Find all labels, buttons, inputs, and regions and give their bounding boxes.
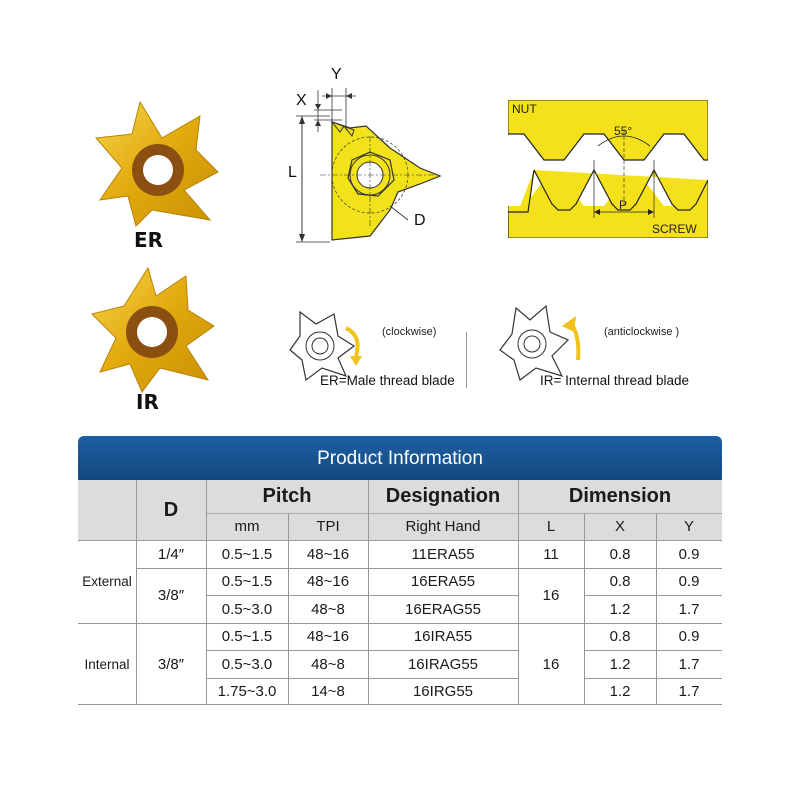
grid-line	[518, 568, 584, 569]
grid-line	[78, 704, 722, 705]
table-cell-mm: 0.5~1.5	[221, 628, 273, 645]
grid-line	[584, 650, 722, 651]
er-rotation-illustration	[286, 306, 366, 382]
grid-line	[206, 678, 518, 679]
thread-profile-diagram	[508, 100, 708, 238]
er-label: ER	[134, 228, 164, 252]
grid-line	[78, 540, 722, 541]
grid-line	[656, 513, 657, 705]
table-cell-designation: 16IRG55	[412, 683, 474, 700]
table-cell-y: 0.9	[678, 545, 700, 563]
grid-line	[206, 595, 518, 596]
grid-line	[136, 568, 206, 569]
grid-line	[288, 513, 289, 705]
header-right-hand: Right Hand	[405, 518, 481, 535]
nut-label: NUT	[512, 102, 537, 116]
table-cell-y: 1.7	[678, 683, 700, 700]
table-cell-mm: 0.5~3.0	[221, 600, 273, 618]
table-cell-mm: 0.5~1.5	[221, 545, 273, 563]
grid-line	[584, 678, 722, 679]
ir-insert-image	[90, 266, 220, 396]
grid-line	[518, 480, 519, 705]
grid-line	[206, 480, 207, 705]
l-dimension-label: L	[288, 164, 297, 181]
l-rows-4-6: 16	[542, 655, 560, 673]
header-pitch: Pitch	[262, 485, 312, 507]
table-cell-tpi: 48~16	[306, 573, 350, 590]
header-y: Y	[683, 518, 694, 535]
grid-line	[136, 480, 137, 705]
table-cell-y: 1.7	[678, 655, 700, 673]
table-cell-designation: 16ERA55	[410, 573, 476, 590]
angle-label: 55°	[614, 124, 633, 138]
pitch-label: P	[619, 198, 628, 212]
table-cell-tpi: 14~8	[311, 683, 345, 700]
ir-caption: IR= Internal thread blade	[540, 373, 689, 388]
grid-line	[206, 568, 518, 569]
clockwise-label: (clockwise)	[382, 326, 437, 338]
table-cell-designation: 16IRA55	[413, 628, 473, 645]
l-rows-2-3: 16	[542, 587, 560, 604]
l-row-1: 11	[543, 545, 559, 563]
anticlockwise-label: (anticlockwise )	[604, 326, 680, 338]
table-cell-y: 0.9	[678, 573, 700, 590]
ir-label: IR	[136, 390, 159, 414]
table-cell-y: 1.7	[678, 600, 700, 618]
table-cell-x: 1.2	[609, 655, 631, 673]
table-cell-tpi: 48~16	[306, 545, 350, 563]
table-cell-mm: 0.5~1.5	[221, 573, 273, 590]
grid-line	[206, 513, 722, 514]
divider	[466, 332, 467, 388]
er-insert-image	[92, 98, 222, 228]
table-cell-x: 1.2	[609, 600, 631, 618]
header-mm: mm	[234, 518, 260, 535]
table-cell-mm: 0.5~3.0	[221, 655, 273, 673]
d-int: 3/8″	[157, 655, 185, 673]
grid-line	[206, 650, 518, 651]
header-l: L	[546, 518, 556, 535]
grid-line	[584, 568, 722, 569]
table-cell-designation: 16IRAG55	[407, 655, 479, 673]
table-cell-tpi: 48~8	[311, 655, 345, 673]
group-external: External	[82, 574, 132, 589]
grid-line	[368, 480, 369, 705]
table-cell-designation: 16ERAG55	[405, 600, 481, 618]
d-ext-1: 1/4″	[157, 545, 185, 563]
table-cell-x: 1.2	[609, 683, 631, 700]
d-dimension-label: D	[414, 212, 426, 229]
table-cell-mm: 1.75~3.0	[217, 683, 277, 700]
table-cell-x: 0.8	[609, 545, 631, 563]
d-ext-2: 3/8″	[157, 587, 185, 604]
er-caption: ER=Male thread blade	[320, 373, 455, 388]
table-cell-designation: 11ERA55	[411, 545, 475, 563]
x-dimension-label: X	[296, 92, 307, 109]
table-cell-tpi: 48~8	[311, 600, 345, 618]
product-information-table	[78, 436, 722, 705]
table-cell-x: 0.8	[609, 573, 631, 590]
header-designation: Designation	[385, 485, 501, 507]
header-tpi: TPI	[316, 518, 340, 535]
table-cell-y: 0.9	[678, 628, 700, 645]
grid-line	[78, 623, 722, 624]
header-d: D	[163, 498, 179, 521]
ir-rotation-illustration	[496, 304, 586, 382]
grid-line	[584, 513, 585, 705]
table-cell-x: 0.8	[609, 628, 631, 645]
group-internal: Internal	[84, 656, 130, 672]
y-dimension-label: Y	[331, 66, 342, 83]
grid-line	[584, 595, 722, 596]
header-dimension: Dimension	[568, 485, 672, 507]
table-cell-tpi: 48~16	[306, 628, 350, 645]
header-x: X	[614, 518, 625, 535]
table-title: Product Information	[78, 436, 722, 480]
screw-label: SCREW	[652, 222, 697, 236]
